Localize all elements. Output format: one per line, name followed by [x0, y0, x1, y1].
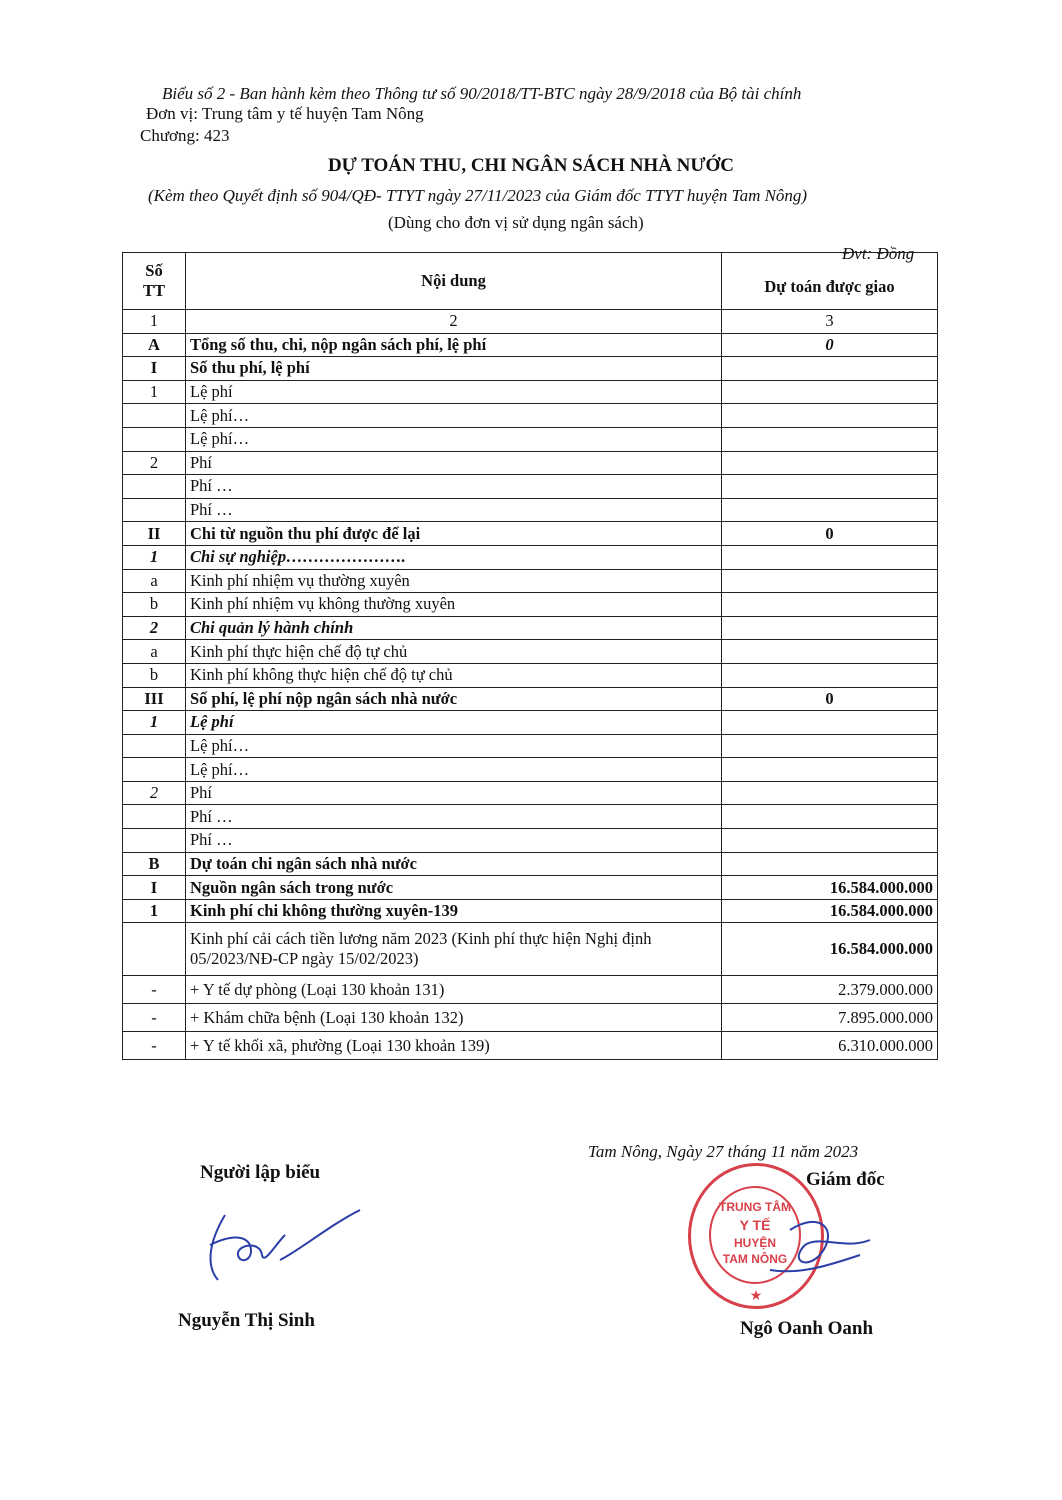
row-amount [722, 805, 938, 829]
row-amount [722, 451, 938, 475]
table-row [123, 976, 938, 1004]
preparer-title: Người lập biểu [200, 1162, 321, 1183]
row-content: + Y tế dự phòng (Loại 130 khoản 131) [186, 976, 722, 1004]
table-row [123, 829, 938, 853]
row-content: Phí [186, 781, 722, 805]
page-title: DỰ TOÁN THU, CHI NGÂN SÁCH NHÀ NƯỚC [327, 155, 735, 176]
row-stt [123, 427, 186, 451]
usage-note: (Dùng cho đơn vị sử dụng ngân sách) [388, 213, 644, 232]
row-content: Số thu phí, lệ phí [186, 357, 722, 381]
row-stt: 1 [123, 545, 186, 569]
row-stt [123, 829, 186, 853]
row-stt [123, 758, 186, 782]
row-content: Phí … [186, 805, 722, 829]
header-amount: Dự toán được giao [722, 253, 938, 310]
table-row [123, 781, 938, 805]
row-amount [722, 640, 938, 664]
row-stt: B [123, 852, 186, 876]
row-amount: 2.379.000.000 [722, 976, 938, 1004]
row-content: Số phí, lệ phí nộp ngân sách nhà nước [186, 687, 722, 711]
table-row [123, 734, 938, 758]
row-amount [722, 663, 938, 687]
row-content: Kinh phí chi không thường xuyên-139 [186, 899, 722, 923]
director-title: Giám đốc [806, 1169, 885, 1190]
column-number: 3 [722, 310, 938, 334]
row-stt: 1 [123, 899, 186, 923]
row-content: Dự toán chi ngân sách nhà nước [186, 852, 722, 876]
chapter-code: Chương: 423 [140, 126, 230, 145]
row-stt: 2 [123, 616, 186, 640]
row-stt: 2 [123, 781, 186, 805]
row-stt: A [123, 333, 186, 357]
header-stt: Số TT [123, 253, 186, 310]
row-amount [722, 852, 938, 876]
table-row [123, 876, 938, 900]
row-stt [123, 734, 186, 758]
table-header-row [123, 253, 938, 310]
row-content: Chi sự nghiệp…………………. [186, 545, 722, 569]
row-stt: - [123, 1004, 186, 1032]
row-amount [722, 781, 938, 805]
row-content: Phí … [186, 498, 722, 522]
row-amount [722, 711, 938, 735]
row-stt: II [123, 522, 186, 546]
row-stt [123, 404, 186, 428]
row-stt: - [123, 976, 186, 1004]
stamp-star-icon: ★ [749, 1287, 763, 1303]
row-amount: 16.584.000.000 [722, 923, 938, 976]
row-amount [722, 427, 938, 451]
row-content: Tổng số thu, chi, nộp ngân sách phí, lệ phí [186, 333, 722, 357]
signature-stroke [770, 1222, 870, 1271]
row-amount [722, 829, 938, 853]
table-row [123, 475, 938, 499]
row-content: Chi quản lý hành chính [186, 616, 722, 640]
row-stt [123, 923, 186, 976]
table-row [123, 380, 938, 404]
row-amount: 0 [722, 333, 938, 357]
director-name: Ngô Oanh Oanh [740, 1318, 874, 1339]
table-row [123, 616, 938, 640]
row-content: Chi từ nguồn thu phí được để lại [186, 522, 722, 546]
preparer-name: Nguyễn Thị Sinh [178, 1310, 315, 1331]
row-amount [722, 475, 938, 499]
table-row [123, 1004, 938, 1032]
place-date: Tam Nông, Ngày 27 tháng 11 năm 2023 [588, 1142, 859, 1161]
row-content: Lệ phí… [186, 734, 722, 758]
preparer-signature [200, 1205, 370, 1290]
table-row [123, 498, 938, 522]
row-amount [722, 357, 938, 381]
table-row [123, 899, 938, 923]
row-content: + Khám chữa bệnh (Loại 130 khoản 132) [186, 1004, 722, 1032]
table-row [123, 404, 938, 428]
row-amount: 7.895.000.000 [722, 1004, 938, 1032]
column-number: 1 [123, 310, 186, 334]
budget-table [122, 252, 938, 1060]
row-content: Lệ phí [186, 711, 722, 735]
table-row [123, 427, 938, 451]
row-amount [722, 498, 938, 522]
row-content: Phí … [186, 829, 722, 853]
row-stt [123, 498, 186, 522]
row-stt: a [123, 640, 186, 664]
form-note: Biểu số 2 - Ban hành kèm theo Thông tư số 90/2018/TT-BTC ngày 28/9/2018 của Bộ tài chính [162, 84, 802, 103]
row-stt: - [123, 1032, 186, 1060]
table-row [123, 663, 938, 687]
row-content: Nguồn ngân sách trong nước [186, 876, 722, 900]
stamp-inner-ring: TRUNG TÂM Y TẾ HUYỆN TAM NÔNG [709, 1186, 801, 1284]
row-content: + Y tế khối xã, phường (Loại 130 khoản 139) [186, 1032, 722, 1060]
table-row [123, 593, 938, 617]
page-subtitle: (Kèm theo Quyết định số 904/QĐ- TTYT ngày 27/11/2023 của Giám đốc TTYT huyện Tam Nông) [148, 186, 808, 205]
table-row [123, 451, 938, 475]
row-content: Lệ phí… [186, 404, 722, 428]
row-stt: 1 [123, 380, 186, 404]
table-row [123, 711, 938, 735]
table-row [123, 545, 938, 569]
row-amount [722, 404, 938, 428]
row-amount: 0 [722, 687, 938, 711]
row-stt: I [123, 357, 186, 381]
row-content: Kinh phí không thực hiện chế độ tự chủ [186, 663, 722, 687]
row-amount: 16.584.000.000 [722, 876, 938, 900]
row-content: Kinh phí thực hiện chế độ tự chủ [186, 640, 722, 664]
row-content: Phí [186, 451, 722, 475]
row-content: Phí … [186, 475, 722, 499]
row-content: Kinh phí nhiệm vụ không thường xuyên [186, 593, 722, 617]
row-amount [722, 758, 938, 782]
row-content: Lệ phí… [186, 427, 722, 451]
table-row [123, 687, 938, 711]
row-amount [722, 380, 938, 404]
table-row [123, 852, 938, 876]
row-stt: 1 [123, 711, 186, 735]
table-body [123, 333, 938, 1060]
table-row [123, 1032, 938, 1060]
table-row [123, 522, 938, 546]
row-stt: b [123, 663, 186, 687]
unit-name: Đơn vị: Trung tâm y tế huyện Tam Nông [146, 104, 424, 123]
column-number-row [123, 310, 938, 334]
row-amount: 0 [722, 522, 938, 546]
row-stt: b [123, 593, 186, 617]
row-stt: a [123, 569, 186, 593]
table-row [123, 805, 938, 829]
table-row [123, 569, 938, 593]
director-signature [750, 1200, 880, 1290]
row-amount [722, 734, 938, 758]
column-number: 2 [186, 310, 722, 334]
signature-stroke [210, 1210, 360, 1280]
row-stt: 2 [123, 451, 186, 475]
row-content: Lệ phí [186, 380, 722, 404]
row-stt [123, 475, 186, 499]
row-amount: 16.584.000.000 [722, 899, 938, 923]
currency-unit: Đvt: Đồng [842, 244, 915, 263]
row-stt: III [123, 687, 186, 711]
header-content: Nội dung [186, 253, 722, 310]
table-row [123, 758, 938, 782]
table-row [123, 333, 938, 357]
row-amount [722, 616, 938, 640]
row-amount: 6.310.000.000 [722, 1032, 938, 1060]
row-content: Kinh phí nhiệm vụ thường xuyên [186, 569, 722, 593]
table-row [123, 923, 938, 976]
row-content: Lệ phí… [186, 758, 722, 782]
row-amount [722, 593, 938, 617]
table-row [123, 640, 938, 664]
table-row [123, 357, 938, 381]
row-amount [722, 569, 938, 593]
row-stt [123, 805, 186, 829]
row-amount [722, 545, 938, 569]
row-stt: I [123, 876, 186, 900]
row-content: Kinh phí cải cách tiền lương năm 2023 (Kinh phí thực hiện Nghị định 05/2023/NĐ-CP ngày 15/02/2023) [186, 923, 722, 976]
